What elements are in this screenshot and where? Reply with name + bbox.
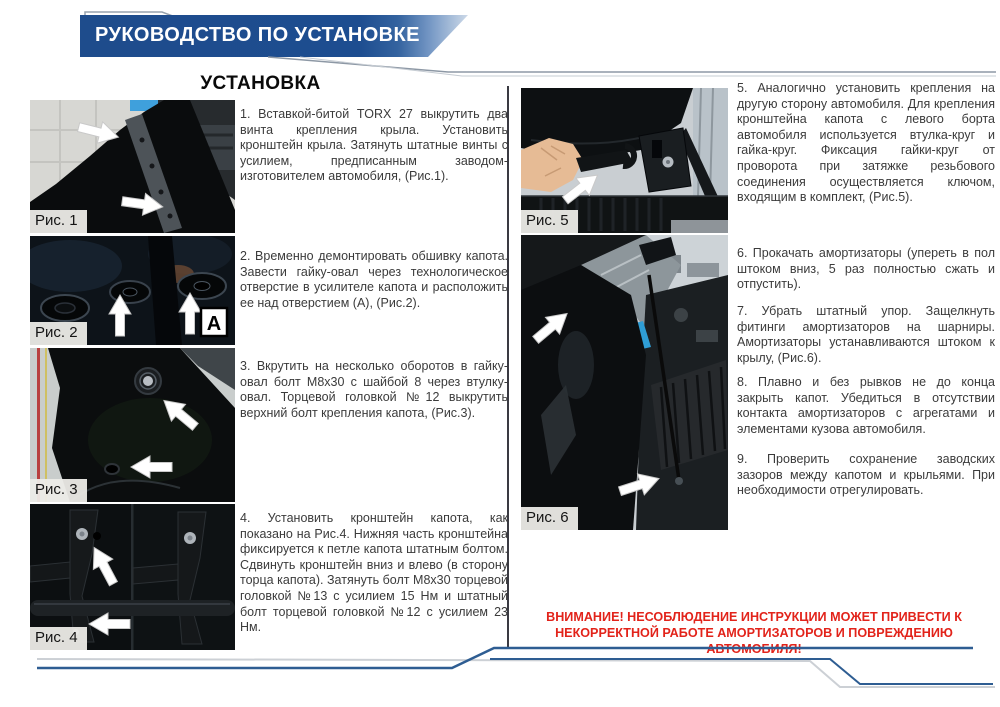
figure-2 — [30, 236, 235, 345]
banner-title: РУКОВОДСТВО ПО УСТАНОВКЕ — [95, 24, 420, 46]
figure-3-label: Рис. 3 — [30, 479, 87, 502]
header-underline-2 — [300, 57, 996, 76]
figure-5 — [521, 88, 728, 233]
step-6: 6. Прокачать амортизаторы (упереть в пол штоком вниз, 5 раз полностью сжать и отпустить). — [737, 246, 995, 292]
step-1: 1. Вставкой-битой TORX 27 выкрутить два винта крепления крыла. Установить кронштейн крыла. Затянуть штатные винты с усилием, предписанным заводом-изготовителем автомобиля, (Рис.1). — [240, 107, 508, 184]
footer-decor — [0, 640, 1000, 707]
figure-6 — [521, 235, 728, 530]
marker-a-label: A — [206, 313, 222, 335]
figure-1 — [30, 100, 235, 233]
step-4: 4. Установить кронштейн капота, как показано на Рис.4. Нижняя часть кронштейна фиксируется к петле капота штатным болтом. Сдвинуть кронштейн вниз и влево (в сторону торца капота). Затянуть болт М8х30 торцевой головкой №13 с усилием 15 Нм и штатный болт торцевой головкой №12 с усилием 23 Нм. — [240, 511, 508, 635]
figure-6-photo — [521, 235, 728, 530]
warning-text: ВНИМАНИЕ! НЕСОБЛЮДЕНИЕ ИНСТРУКЦИИ МОЖЕТ ПРИВЕСТИ К НЕКОРРЕКТНОЙ РАБОТЕ АМОРТИЗАТОРОВ И ПОВРЕЖДЕНИЮ АВТОМОБИЛЯ! — [546, 610, 962, 657]
figure-5-label: Рис. 5 — [521, 210, 578, 233]
step-8: 8. Плавно и без рывков не до конца закрыть капот. Убедиться в отсутствии контакта амортизаторов с агрегатами и элементами кузова автомобиля. — [737, 375, 995, 436]
figure-4 — [30, 504, 235, 650]
figure-3 — [30, 348, 235, 502]
step-5: 5. Аналогично установить крепления на другую сторону автомобиля. Для крепления кронштейна капота с левого борта автомобиля используется втулка-круг и гайка-круг. Фиксация гайки-круг от проворота при затяжке резьбового соединения осуществляется ключом, входящим в комплект, (Рис.5). — [737, 81, 995, 205]
header-underline — [268, 57, 996, 72]
section-title: УСТАНОВКА — [200, 73, 321, 94]
step-3: 3. Вкрутить на несколько оборотов в гайку-овал болт М8х30 с шайбой 8 через втулку-овал. Торцевой головкой №12 выкрутить верхний болт крепления капота, (Рис.3). — [240, 359, 508, 420]
figure-1-label: Рис. 1 — [30, 210, 87, 233]
footer-line-blue-secondary — [490, 659, 993, 684]
marker-a-box — [201, 308, 227, 336]
figure-4-label: Рис. 4 — [30, 627, 87, 650]
footer-line-gray — [37, 659, 995, 687]
step-7: 7. Убрать штатный упор. Защелкнуть фитинги амортизаторов на шарниры. Амортизаторы устанавливаются штоком к крылу, (Рис.6). — [737, 304, 995, 365]
step-2: 2. Временно демонтировать обшивку капота. Завести гайку-овал через технологическое отверстие в усилителе капота и расположить ее над отверстием (А), (Рис.2). — [240, 249, 508, 310]
step-9: 9. Проверить сохранение заводских зазоров между капотом и крыльями. При необходимости отрегулировать. — [737, 452, 995, 498]
figure-6-label: Рис. 6 — [521, 507, 578, 530]
figure-2-label: Рис. 2 — [30, 322, 87, 345]
